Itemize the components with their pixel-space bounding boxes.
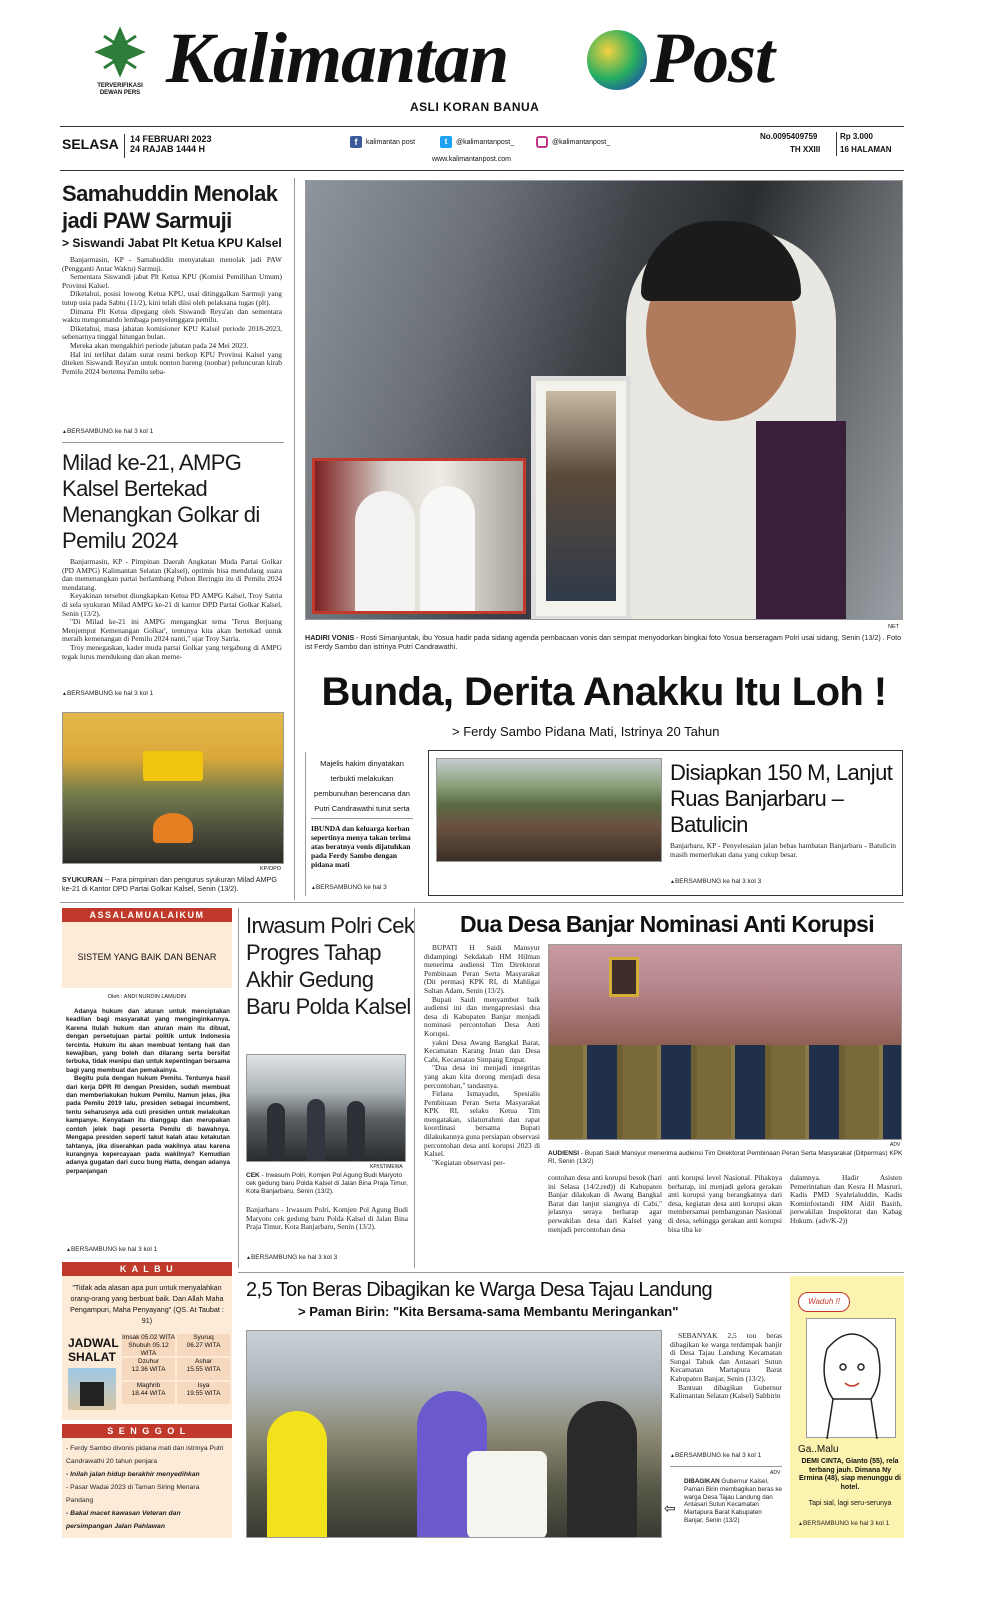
main-photo-credit: NET [888, 624, 899, 630]
irwasum-photo [246, 1054, 406, 1162]
main-continued[interactable]: ▲ BERSAMBUNG ke hal 3 [311, 884, 387, 891]
cartoon-title: Ga..Malu [798, 1444, 839, 1455]
officer-figure [267, 1103, 285, 1161]
jadwal-title-1: JADWAL [68, 1336, 119, 1350]
kalbu-header: K A L B U [62, 1262, 232, 1276]
woman-scarf [756, 421, 846, 620]
desa-col2: contohan desa anti korupsi besok (hari ini Selasa (14/2,red)) di Kabupaten Banjar dilakukan di Awang Bangkal Barat dan lanjut siangnya di Cabi," jelasnya seraya berharap agar perwakilan desa dari Kalsel yang menjadi percontohan desa [548, 1173, 662, 1234]
date-gregorian: 14 FEBRUARI 2023 [130, 134, 212, 144]
pages-label: 16 HALAMAN [840, 145, 892, 154]
ampg-photo [62, 712, 284, 864]
prayer-cell: Ashar 15.55 WITA [177, 1358, 230, 1380]
masthead-tagline: ASLI KORAN BANUA [410, 100, 540, 114]
issue-number: No.0095409759 [760, 132, 818, 141]
beras-text: SEBANYAK 2,5 ton beras dibagikan ke warga terdampak banjir di Desa Tajau Landung Kecamatan Sungai Tabuk dan Antasari Sutun Kecamatan Martapura Barat Kabupaten Banjar, Senin (13/2). Bantuan dibagikan Gubernur Kalimantan Selatan (Kalsel) Sahbirin [670, 1331, 782, 1401]
senggol-item: - Inilah jalan hidup berakhir menyedihkan [66, 1471, 200, 1478]
banner-shape [143, 751, 203, 781]
column-title: SISTEM YANG BAIK DAN BENAR [77, 952, 217, 962]
story1-continued[interactable]: ▲ BERSAMBUNG ke hal 3 kol 1 [62, 428, 153, 435]
dark-shirt-figure [567, 1401, 637, 1538]
senggol-item: - Pasar Wadai 2023 di Taman Siring Menara Pandang [66, 1484, 200, 1504]
irwasum-photo-credit: KP/ISTIMEWA [370, 1164, 403, 1170]
desa-photo [548, 944, 902, 1140]
prayer-cell: Maghrib 18.44 WITA [122, 1382, 175, 1404]
beras-subtitle: > Paman Birin: "Kita Bersama-sama Membantu Meringankan" [298, 1304, 679, 1319]
photo-frame [531, 376, 631, 620]
yellow-shirt-figure [267, 1411, 327, 1538]
main-sidebar-quote: Majelis hakim dinyatakan terbukti melakukan pembunuhan berencana dan Putri Candrawathi turut serta [314, 759, 410, 813]
cartoon-text2: Tapi sial, lagi seru-serunya [808, 1500, 892, 1507]
press-verification-logo [86, 26, 154, 96]
senggol-item: - Ferdy Sambo divonis pidana mati dan istrinya Putri Candrawathi 20 tahun penjara [66, 1445, 224, 1465]
beras-title[interactable]: 2,5 Ton Beras Dibagikan ke Warga Desa Tajau Landung [246, 1279, 713, 1301]
mosque-icon [68, 1368, 116, 1410]
main-caption: HADIRI VONIS - Rosti Simanjuntak, ibu Yosua hadir pada sidang agenda pembacaan vonis dan sempat menyodorkan bingkai foto Yosua berseragam Polri usai sidang, Senin (13/2) . Foto ist Ferdy Sambo dan istrinya Putri Candrawathi. [305, 633, 902, 651]
story2-caption: SYUKURAN -- Para pimpinan dan pengurus syukuran Milad AMPG ke-21 di Kantor DPD Partai Golkar Kalsel, Senin (13/2). [62, 875, 277, 893]
inset-figure2 [420, 486, 475, 611]
cartoon-drawing [806, 1318, 896, 1438]
desa-caption: AUDIENSI - Bupati Saidi Mansyur menerima audiensi Tim Direktorat Pembinaan Peran Serta Masyarakat (Ditpermas) KPK RI, Senin (13/2) [548, 1150, 903, 1165]
story2-body: Banjarmasin, KP - Pimpinan Daerah Angkatan Muda Partai Golkar (PD AMPG) Kalimantan Selatan (Kalsel), optimis bisa mendulang suara dan memenangkan partai berlambang Pohon Beringin itu di Pemilu 2024 mendatang. Keyakinan tersebut diungkapkan Ketua PD AMPG Kalsel, Troy Satria di sela syukuran Milad AMPG ke-21 di kantor DPD Partai Golkar Kalsel, Senin (13/2). "Di Milad ke-21 ini AMPG mengangkat tema 'Terus Berjuang Menjemput Kemenangan Golkar', tentunya kita akan bertekad untuk meraih kemenangan di Pemilu 2024 nanti," ujar Troy Satria. Troy menegaskan, kader muda partai Golkar yang tergabung di AMPG tegak lurus mendukung dan akan meme- [62, 557, 282, 661]
main-headline[interactable]: Bunda, Derita Anakku Itu Loh ! [321, 670, 887, 714]
woman-hair [641, 221, 801, 301]
tumpeng-shape [153, 813, 193, 843]
story2-continued[interactable]: ▲ BERSAMBUNG ke hal 3 kol 1 [62, 690, 153, 697]
instagram-icon [536, 136, 548, 148]
facebook-handle: kalimantan post [366, 138, 416, 146]
road-photo [436, 758, 662, 862]
beras-caption: DIBAGIKAN Gubernur Kalsel, Paman Birin membagikan beras ke warga Desa Tajau Landung dan Antasari Sutun Kecamatan Martapura Barat Kabupaten Banjar, Senin (13/2) [684, 1478, 782, 1524]
rice-sack [467, 1451, 547, 1538]
officer-figure [347, 1101, 365, 1161]
twitter-handle: @kalimantanpost_ [456, 138, 515, 146]
column-continued[interactable]: ▲ BERSAMBUNG ke hal 3 kol 1 [66, 1246, 157, 1253]
officer-figure [307, 1099, 325, 1161]
globe-icon [587, 30, 647, 90]
group-figures [549, 1045, 902, 1140]
senggol-list [66, 1442, 228, 1533]
senggol-item: - Bakal macet kawasan Veteran dan persimpangan Jalan Pahlawan [66, 1510, 181, 1530]
twitter-icon: t [440, 136, 452, 148]
twitter-link[interactable] [440, 136, 514, 148]
instagram-link[interactable] [536, 136, 610, 148]
desa-photo-credit: ADV [890, 1142, 901, 1148]
prayer-times-grid [122, 1334, 230, 1404]
column-author: Oleh : ANDI NURDIN LAMUDIN [107, 994, 187, 1000]
cartoon-bubble: Waduh !! [798, 1292, 850, 1312]
main-subhead: > Ferdy Sambo Pidana Mati, Istrinya 20 Tahun [452, 724, 720, 739]
cartoon-text: DEMI CINTA, Gianto (55), rela terbang jauh. Dimana Ny Ermina (48), siap menunggu di hotel. [799, 1458, 901, 1491]
senggol-header: S E N G G O L [62, 1424, 232, 1438]
story1-subtitle: > Siswandi Jabat Plt Ketua KPU Kalsel [62, 236, 282, 250]
date-hijri: 24 RAJAB 1444 H [130, 144, 206, 154]
beras-photo-credit: ADV [770, 1470, 781, 1476]
jadwal-title-2: SHALAT [68, 1350, 116, 1364]
price: Rp 3.000 [840, 132, 873, 141]
inset-figure1 [355, 491, 415, 611]
instagram-handle: @kalimantanpost_ [552, 138, 611, 146]
desa-col4: dalamnya. Hadir Asisten Pemerintahan dan Kesra H Masruri, Kadis PMD Syahrialuddin, Kadis Kominfostandi HM Aidil Basith, perwakilan Inspektorat dan Kabag Hukum. (adv/K-2)) [790, 1173, 902, 1225]
day-label: SELASA [62, 136, 119, 152]
story2-title[interactable]: Milad ke-21, AMPG Kalsel Bertekad Menangkan Golkar di Pemilu 2024 [62, 450, 260, 553]
prayer-cell: Imsak 05.02 WITA Shubuh 05.12 WITA [122, 1334, 175, 1357]
desa-title[interactable]: Dua Desa Banjar Nominasi Anti Korupsi [460, 911, 875, 937]
masthead-title-left: Kalimantan [166, 18, 509, 98]
arrow-left-icon: ⇦ [664, 1500, 676, 1516]
desa-col1: BUPATI H Saidi Mansyur didampingi Sekdakab HM Hilman menerima audiensi Tim Direktorat Pembinaan Peran Serta Masyarakat (Dit permas) KPK RI, di Mahligai Sultan Adam, Senin (13/2). Bupati Saidi menyambut baik audiensi ini dan mengapresiasi dua desa di Kabupaten Banjar menjadi nominasi percontohan Desa Anti Korupsi. yakni Desa Awang Bangkal Barat, Kecamatan Karang Intan dan Desa Cabi, Kecamatan Simpang Empat. "Dua desa ini menjadi integritas yang akan kita dorong menjadi desa percontohan," tandasnya. Firlana Ismayadin, Spesialis Pembinaan Peran Serta Masyarakat KPK RI, selaku Ketua Tim mengatakan, silaturrahmi dan rapat koordinasi bersama Bupati dilakukannya guna persiapan observasi percontohan desa anti korupsi 2023 di Kalsel. "Kegiatan observasi per- [424, 943, 540, 1167]
road-text: Banjarbaru, KP - Penyelesaian jalan bebas hambatan Banjarbaru - Batulicin masih memerlukan dana yang cukup besar. [670, 841, 896, 859]
irwasum-title[interactable]: Irwasum Polri Cek Progres Tahap Akhir Gedung Baru Polda Kalsel [246, 913, 415, 1019]
story1-title[interactable]: Samahuddin Menolak jadi PAW Sarmuji [62, 181, 278, 233]
verified-line1: TERVERIFIKASI [97, 83, 143, 89]
facebook-icon: f [350, 136, 362, 148]
irwasum-continued[interactable]: ▲ BERSAMBUNG ke hal 3 kol 3 [246, 1254, 337, 1261]
main-sidebar-text: IBUNDA dan keluarga korban sepertinya menya takan terima atas beratnya vonis dijatuhkan pada Ferdy Sambo dengan pidana mati [311, 824, 411, 869]
website-link[interactable]: www.kalimantanpost.com [432, 156, 511, 163]
irwasum-text: Banjarbaru - Irwasum Polri, Komjen Pol Agung Budi Maryoto cek gedung baru Polda Kalsel di Jalan Bina Praja Timur, Kota Banjarbaru, Senin (13/2). [246, 1205, 408, 1232]
prayer-cell: Syuruq 06.27 WITA [177, 1334, 230, 1356]
story2-photo-credit: KP/OPO [260, 866, 282, 872]
prayer-cell: Isya 19.55 WITA [177, 1382, 230, 1404]
prayer-cell: Dzuhur 12.36 WITA [122, 1358, 175, 1380]
beras-continued[interactable]: ▲ BERSAMBUNG ke hal 3 kol 1 [670, 1452, 761, 1459]
inset-photo [312, 458, 526, 614]
column-header: ASSALAMUALAIKUM [62, 908, 232, 922]
cartoon-continued[interactable]: ▲ BERSAMBUNG ke hal 3 kol 1 [798, 1520, 889, 1527]
story1-body: Banjarmasin, KP - Samahuddin menyatakan menolak jadi PAW (Pengganti Antar Waktu) Sarmuji. Sementara Siswandi jabat Plt Ketua KPU (Komisi Pemilihan Umum) Provinsi Kalsel. Diketahui, posisi lowong Ketua KPU, usai ditinggalkan Sarmuji yang tutup usia pada Sabtu (11/2), kini telah diisi oleh pelaksana tugas (plt). Dimana Plt Ketua dipegang oleh Siswandi Reya'an dan sementara waktu mengomando lembaga penyelenggara pemilu. Diketahui, masa jabatan komisioner KPU Kalsel periode 2018-2023, sebenarnya tinggal hitungan bulan. Mereka akan mengakhiri periode jabatan pada 24 Mei 2023. Hal ini terlihat dalam surat resmi berkop KPU Provinsi Kalsel yang diteken Siswandi Reya'an untuk nonton bareng (nonbar) peluncuran kirab Pemilu 2024 bertema Pemilu seba- [62, 255, 282, 376]
kaaba-shape [80, 1382, 104, 1406]
facebook-link[interactable] [350, 136, 415, 148]
road-continued[interactable]: ▲ BERSAMBUNG ke hal 3 kol 3 [670, 878, 761, 885]
portrait-frame [609, 957, 639, 997]
column-body: Adanya hukum dan aturan untuk menciptakan keadilan bagi masyarakat yang menginginkannya. Karena itulah hukum dan aturan main itu dibuat, dengan persetujuan partai politik untuk Indonesia tercinta. Hukum itu akan membuat tentang hak dan kewajiban, yang boleh dan dilarang serta bersifat terbuka, tidak menipu dan untuk kepentingan bersama bagi yang membuat dan pemakainya. Begitu pula dengan hukum Pemilu. Tentunya hasil dari kerja DPR RI dengan Presiden, sudah membuat dan memberlakukan hukum Pemilu. Namun jelas, jika pada Pemilu 2019 lalu, presiden sebagai incumbent, tentu seharusnya ada cuti presiden untuk melakukan kampanye. Kenyataan itu dianggap dan merupakan contoh jelek bagi peserta Pemilu di bawahnya. Mengapa presiden seperti takut kalah atau ketakutan tahtanya, jika diserahkan pada wakilnya atau karena kurangnya kepercayaan pada wakilnya? Kemudian adanya gugatan dari cucu bung Hatta, dengan adanya perpanjangan [66, 1008, 230, 1175]
irwasum-caption: CEK - Irwasum Polri, Komjen Pol Agung Budi Maryoto cek gedung baru Polda Kalsel di Jalan Bina Praja Timur, Kota Banjarbaru, Senin (13/2). [246, 1172, 408, 1195]
year-label: TH XXIII [790, 145, 821, 154]
road-title[interactable]: Disiapkan 150 M, Lanjut Ruas Banjarbaru – Batulicin [670, 760, 893, 837]
masthead-title-right: Post [650, 18, 775, 98]
verified-line2: DEWAN PERS [99, 90, 141, 96]
kalbu-quote: "Tidak ada alasan apa pun untuk menyalahkan orang-orang yang berbuat baik. Dan Allah Maha Pengampun, Maha Penyayang" (QS. At Taubat : 91) [70, 1283, 224, 1325]
desa-col3: anti korupsi level Nasional. Pihaknya berharap, ini menjadi gelora gerakan anti korupsi yang berangkatnya dari desa, kegiatan desa anti korupsi akan membersamai pembangunan Nasional di desa, sehingga gerakan anti korupsi bisa tiba ke [668, 1173, 782, 1234]
beras-photo [246, 1330, 662, 1538]
